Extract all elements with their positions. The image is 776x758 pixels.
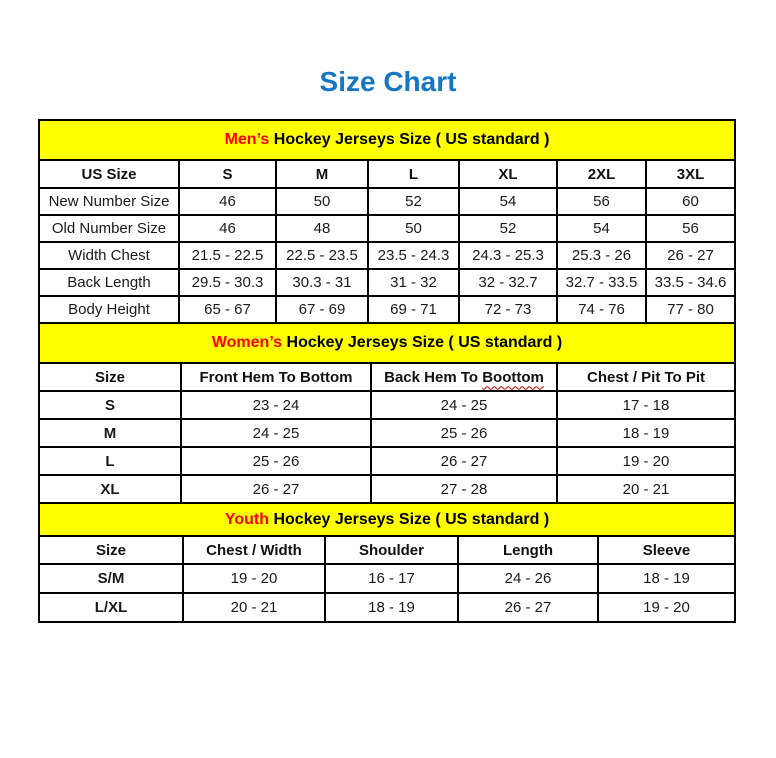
size-value-cell: 26 - 27 [181,475,371,503]
size-value-cell: 50 [276,188,368,215]
mens-title-band-row [39,120,735,160]
column-header-2xl: 2XL [557,160,646,188]
size-value-cell: 26 - 27 [458,593,598,622]
size-value-cell: 25 - 26 [181,447,371,475]
size-value-cell: 24 - 25 [371,391,557,419]
size-value-cell: 67 - 69 [276,296,368,323]
mens-header-row [39,160,735,188]
size-value-cell: 52 [459,215,557,242]
column-header-3xl: 3XL [646,160,735,188]
size-value-cell: 60 [646,188,735,215]
column-header-chest-pit: Chest / Pit To Pit [557,363,735,391]
womens-table-title-band [39,323,735,363]
size-value-cell: 56 [646,215,735,242]
size-value-cell: 23.5 - 24.3 [368,242,459,269]
column-header-m: M [276,160,368,188]
row-label: Back Length [39,269,179,296]
size-value-cell: 26 - 27 [371,447,557,475]
table-row [39,188,735,215]
table-row [39,419,735,447]
table-row [39,242,735,269]
womens-title-rest: Hockey Jerseys Size ( US standard ) [282,334,563,351]
size-value-cell: 17 - 18 [557,391,735,419]
mens-title-accent: Men’s [224,131,270,148]
row-label: Old Number Size [39,215,179,242]
size-value-cell: 21.5 - 22.5 [179,242,276,269]
size-value-cell: 33.5 - 34.6 [646,269,735,296]
youth-header-row [39,536,735,564]
row-label: Width Chest [39,242,179,269]
column-header-shoulder: Shoulder [325,536,458,564]
row-label: New Number Size [39,188,179,215]
size-value-cell: 27 - 28 [371,475,557,503]
womens-size-table [38,322,736,504]
size-value-cell: 74 - 76 [557,296,646,323]
row-label: L/XL [39,593,183,622]
table-row [39,475,735,503]
size-value-cell: 52 [368,188,459,215]
size-value-cell: 25.3 - 26 [557,242,646,269]
youth-size-table [38,502,736,623]
mens-size-table [38,119,736,324]
size-value-cell: 29.5 - 30.3 [179,269,276,296]
size-value-cell: 48 [276,215,368,242]
womens-title-band-row [39,323,735,363]
column-header-xl: XL [459,160,557,188]
back-hem-misspelled-word: Boottom [482,368,544,386]
row-label: S [39,391,181,419]
table-row [39,215,735,242]
womens-header-row [39,363,735,391]
size-value-cell: 72 - 73 [459,296,557,323]
size-value-cell: 77 - 80 [646,296,735,323]
size-value-cell: 24 - 26 [458,564,598,593]
column-header-length: Length [458,536,598,564]
size-value-cell: 65 - 67 [179,296,276,323]
size-value-cell: 56 [557,188,646,215]
size-value-cell: 24.3 - 25.3 [459,242,557,269]
table-row [39,564,735,593]
youth-title-rest: Hockey Jerseys Size ( US standard ) [269,510,550,528]
table-row [39,296,735,323]
size-value-cell: 31 - 32 [368,269,459,296]
table-row [39,269,735,296]
size-value-cell: 20 - 21 [183,593,325,622]
column-header-chest-width: Chest / Width [183,536,325,564]
table-row [39,593,735,622]
size-value-cell: 19 - 20 [598,593,735,622]
size-value-cell: 69 - 71 [368,296,459,323]
column-header-s: S [179,160,276,188]
size-value-cell: 19 - 20 [183,564,325,593]
size-value-cell: 22.5 - 23.5 [276,242,368,269]
column-header-l: L [368,160,459,188]
row-label: M [39,419,181,447]
table-row [39,447,735,475]
mens-table-title-band [39,120,735,160]
column-header-size: Size [39,536,183,564]
size-chart [38,119,734,623]
size-value-cell: 20 - 21 [557,475,735,503]
back-hem-text: Back Hem To [384,368,483,386]
size-value-cell: 30.3 - 31 [276,269,368,296]
row-label: XL [39,475,181,503]
size-value-cell: 23 - 24 [181,391,371,419]
column-header-size: Size [39,363,181,391]
row-label: L [39,447,181,475]
size-value-cell: 26 - 27 [646,242,735,269]
size-value-cell: 46 [179,188,276,215]
size-value-cell: 54 [459,188,557,215]
size-value-cell: 32 - 32.7 [459,269,557,296]
mens-title-rest: Hockey Jerseys Size ( US standard ) [269,131,550,148]
column-header-sleeve: Sleeve [598,536,735,564]
size-value-cell: 46 [179,215,276,242]
youth-title-band-row [39,503,735,536]
size-value-cell: 50 [368,215,459,242]
size-value-cell: 32.7 - 33.5 [557,269,646,296]
row-label: Body Height [39,296,179,323]
size-value-cell: 24 - 25 [181,419,371,447]
size-value-cell: 18 - 19 [557,419,735,447]
size-value-cell: 54 [557,215,646,242]
size-value-cell: 18 - 19 [598,564,735,593]
page-title: Size Chart [319,66,457,97]
size-value-cell: 16 - 17 [325,564,458,593]
column-header-back-hem [371,363,557,391]
youth-table-title-band [39,503,735,536]
size-value-cell: 18 - 19 [325,593,458,622]
column-header-us-size: US Size [39,160,179,188]
table-row [39,391,735,419]
column-header-front-hem: Front Hem To Bottom [181,363,371,391]
womens-title-accent: Women’s [211,334,283,351]
size-value-cell: 25 - 26 [371,419,557,447]
row-label: S/M [39,564,183,593]
size-value-cell: 19 - 20 [557,447,735,475]
youth-title-accent: Youth [224,510,270,528]
